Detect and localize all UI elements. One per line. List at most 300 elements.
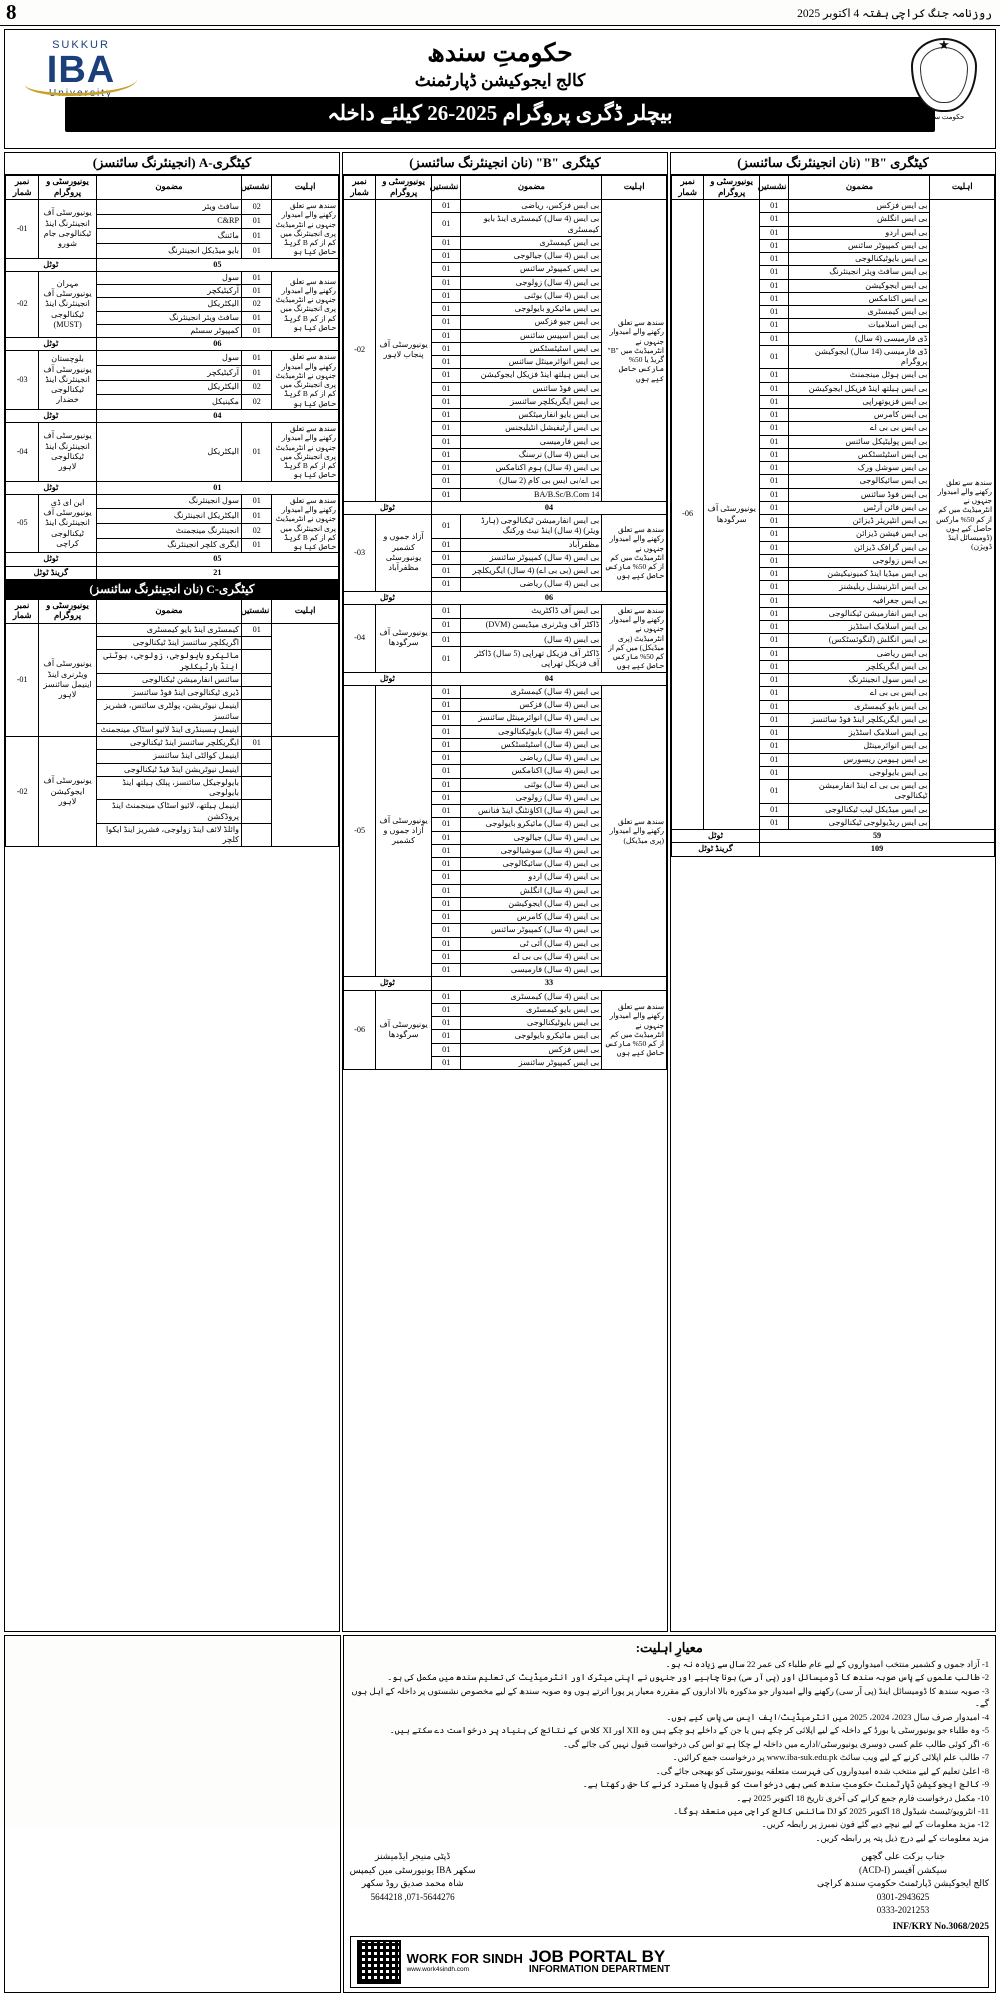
eligibility-criteria-box	[343, 1635, 996, 1993]
discipline-cell: سول	[96, 271, 241, 284]
discipline-cell: سول	[96, 351, 241, 366]
seats-cell	[242, 800, 272, 824]
discipline-cell: بی ایس (4 سال) بایوٹیکنالوجی	[461, 725, 602, 738]
seats-cell: 01	[432, 1056, 461, 1069]
seats-cell: 01	[242, 737, 272, 750]
discipline-cell: بی ایس (4 سال) کیمسٹری	[461, 685, 602, 698]
eligibility-item: 3- صوبہ سندھ کا ڈومیسائل اینڈ (پی آر سی) رکھنے والے امیدوار جو مذکورہ بالا اداروں کے مقررہ معیار پر پورا اترتے ہوں وہ صوبہ سندھ کے لیے مخصوص نشستوں پر داخلہ کے اہل ہوں گے۔	[351, 1685, 989, 1709]
seats-cell: 01	[432, 276, 461, 289]
discipline-cell: مائننگ	[96, 229, 241, 244]
eligibility-item: 5- وہ طلباء جو یونیورسٹی یا بورڈ کے داخلہ کے لیے اپلائی کر چکے ہیں یا جن کے داخلے ہو چکے ہیں وہ XII اور XI کلاس کے نتائج کی بنیاد پر درخواست دے سکتے ہیں۔	[389, 1725, 989, 1736]
seats-cell: 01	[432, 712, 461, 725]
discipline-cell: بی ایس کیمسٹری	[461, 236, 602, 249]
discipline-cell: بی ایس فوڈ سائنس	[461, 382, 602, 395]
discipline-cell: بی ایس ایگریکلچر سائنسز	[461, 395, 602, 408]
total-value: 05	[96, 258, 338, 271]
category-b-non-table	[671, 175, 995, 857]
discipline-cell: بی ایس انوائرمینٹل	[789, 740, 930, 753]
th-eligibility: اہلیت	[602, 176, 667, 200]
category-b-engineering-column	[342, 152, 668, 1632]
seats-cell: 01	[760, 753, 789, 766]
seats-cell: 01	[760, 634, 789, 647]
program-cell: آزاد جموں و کشمیر یونیورسٹی مظفرآباد	[376, 515, 432, 592]
discipline-cell: بی ایس ایجوکیشن	[789, 279, 930, 292]
discipline-cell: ڈیری ٹیکنالوجی اینڈ فوڈ سائنسز	[96, 687, 241, 700]
table-row	[343, 200, 666, 213]
th-program: یونیورسٹی و پروگرام	[39, 599, 97, 623]
seats-cell: 01	[432, 647, 461, 672]
logo-bottom-text: University	[49, 88, 113, 99]
discipline-cell: بی ایس ہیلتھ اینڈ فزیکل ایجوکیشن	[461, 369, 602, 382]
discipline-cell: بی ایس (4 سال) بی بی اے	[461, 950, 602, 963]
seats-cell: 01	[760, 687, 789, 700]
th-discipline: مضمون	[96, 176, 241, 200]
category-b-eng-title: کیٹگری "B" (نان انجینئرنگ سائنسز)	[343, 153, 667, 175]
discipline-cell: بی ایس بایوٹیکنالوجی	[461, 1017, 602, 1030]
seats-cell: 01	[760, 568, 789, 581]
eligibility-item: 7- طالب علم اپلائی کرنے کے لیے ویب سائٹ www.iba-suk.edu.pk پر درخواست جمع کرائیں۔	[672, 1752, 989, 1763]
seats-cell: 02	[242, 298, 272, 311]
seats-cell: 01	[242, 271, 272, 284]
seats-cell: 01	[242, 324, 272, 337]
signatory-left-name: جناب برکت علی گچھن	[861, 1851, 945, 1862]
discipline-cell: بی ایس اردو	[789, 226, 930, 239]
discipline-cell: بی ایس سافٹ ویئر انجینئرنگ	[789, 266, 930, 279]
seats-cell: 01	[760, 816, 789, 829]
seats-cell: 01	[760, 448, 789, 461]
seats-cell: 01	[432, 725, 461, 738]
total-value: 04	[96, 409, 338, 422]
total-label: ٹوٹل	[6, 481, 97, 494]
seats-cell: 01	[432, 1017, 461, 1030]
seats-cell: 01	[432, 329, 461, 342]
newspaper-source-text: روزنامہ جنگ کراچی ہفتہ 4 اکتوبر 2025	[797, 7, 992, 20]
seats-cell: 01	[760, 306, 789, 319]
seats-cell: 01	[760, 780, 789, 804]
seats-cell: 01	[432, 1003, 461, 1016]
seats-cell: 01	[242, 214, 272, 229]
seats-cell: 01	[242, 538, 272, 553]
seats-cell: 01	[242, 509, 272, 524]
eligibility-item: 8- اعلیٰ تعلیم کے لیے منتخب شدہ امیدواروں کی فہرست متعلقہ یونیورسٹی کو بھیجی جائے گی۔	[655, 1765, 989, 1776]
table-row	[343, 515, 666, 539]
eligibility-item: 9- کالج ایجوکیشن ڈپارٹمنٹ حکومتِ سندھ کسی بھی درخواست کو قبول یا مسترد کرنے کا حق رکھتا ہے۔	[582, 1779, 989, 1790]
discipline-cell: بی ایس (4 سال) انگلش	[461, 884, 602, 897]
total-value: 33	[432, 977, 667, 990]
seats-cell: 01	[242, 311, 272, 324]
seats-cell: 01	[432, 765, 461, 778]
number-cell: 05-	[6, 494, 39, 553]
seats-cell: 01	[432, 950, 461, 963]
seats-cell	[242, 637, 272, 650]
th-num: نمبر شمار	[6, 176, 39, 200]
number-cell: 02-	[6, 271, 39, 337]
discipline-cell: بی ایس آف ڈاکٹریٹ	[461, 604, 602, 618]
seats-cell: 01	[432, 818, 461, 831]
total-value: 05	[96, 553, 338, 566]
sukkur-iba-logo	[21, 40, 141, 99]
seats-cell: 01	[432, 752, 461, 765]
discipline-cell: سائنس انفارمیشن ٹیکنالوجی	[96, 673, 241, 686]
seats-cell: 01	[242, 351, 272, 366]
table-row	[6, 737, 339, 750]
seats-cell: 01	[760, 727, 789, 740]
discipline-cell: بی ایس (4 سال) ہوم اکنامکس	[461, 462, 602, 475]
eligibility-cell: سندھ سے تعلق رکھنے والے امیدوار جنہوں نے انٹرمیڈیٹ میں کم از کم 50% مارکس حاصل کیے ہوں (ڈومیسائل اینڈ ڈویژن)	[930, 200, 995, 830]
qr-code-icon[interactable]	[357, 1940, 401, 1984]
total-row	[671, 830, 994, 843]
seats-cell: 01	[760, 239, 789, 252]
total-label: ٹوٹل	[6, 258, 97, 271]
discipline-cell: بی ایس ہیومن ریسورس	[789, 753, 930, 766]
advertisement-masthead	[4, 29, 996, 149]
seats-cell: 01	[242, 243, 272, 258]
discipline-cell: بی ایس (4 سال) کامرس	[461, 911, 602, 924]
th-program: یونیورسٹی و پروگرام	[376, 176, 432, 200]
total-value: 04	[432, 501, 667, 514]
eligibility-item: 10- مکمل درخواست فارم جمع کرانے کی آخری تاریخ 18 اکتوبر 2025 ہے۔	[736, 1792, 989, 1803]
table-row	[671, 200, 994, 213]
total-value: 06	[96, 338, 338, 351]
seats-cell: 01	[432, 289, 461, 302]
discipline-cell: اینیمل نیوٹریشن، پولٹری سائنس، فشریز سائنسز	[96, 700, 241, 724]
seats-cell: 01	[760, 253, 789, 266]
eligibility-item: 11- انٹرویو/ٹیسٹ شیڈول 18 اکتوبر 2025 کو DJ سائنس کالج کراچی میں منعقد ہوگا۔	[673, 1805, 989, 1816]
discipline-cell: بی ایس انفارمیشن ٹیکنالوجی	[789, 607, 930, 620]
inf-reference-number: INF/KRY No.3068/2025	[892, 1921, 989, 1932]
seats-cell: 01	[432, 200, 461, 213]
discipline-cell: بی ایس (4 سال) جیالوجی	[461, 831, 602, 844]
seats-cell: 01	[242, 423, 272, 482]
seats-cell: 01	[432, 356, 461, 369]
category-b-eng-table	[343, 175, 667, 1070]
discipline-cell: بی ایس بی بی اے	[789, 687, 930, 700]
seats-cell: 01	[242, 623, 272, 636]
number-cell: 01-	[6, 623, 39, 736]
th-num: نمبر شمار	[671, 176, 703, 200]
discipline-cell: الیکٹریکل انجینئرنگ	[96, 509, 241, 524]
discipline-cell: بی اے/بی ایس بی کام (2 سال)	[461, 475, 602, 488]
discipline-cell: بی ایس (4 سال) آئی ٹی	[461, 937, 602, 950]
seats-cell: 01	[760, 594, 789, 607]
seats-cell: 01	[760, 700, 789, 713]
discipline-cell: بی ایس کیمسٹری	[789, 306, 930, 319]
logo-top-text: SUKKUR	[52, 39, 110, 51]
grand-total-value: 21	[96, 566, 338, 579]
eligibility-item: 6- اگر کوئی طالب علم کسی دوسری یونیورسٹی/ادارے میں داخلہ لے چکا ہے تو اس کی درخواست قبول نہیں کی جائے گی۔	[562, 1738, 989, 1749]
eligibility-item: 1- آزاد جموں و کشمیر منتخب امیدواروں کے لیے عام طلباء کی عمر 22 سال سے زیادہ نہ ہو۔	[665, 1659, 989, 1669]
discipline-cell: بایو میڈیکل انجینئرنگ	[96, 243, 241, 258]
discipline-cell: بی ایس بایولوجی	[789, 766, 930, 779]
signatory-right-phone: 071-5644276, 5644218	[370, 1891, 455, 1902]
discipline-cell: اینیمل ہسبنڈری اینڈ لائیو اسٹاک مینجمنٹ	[96, 723, 241, 736]
program-cell: یونیورسٹی آف ویٹرنری اینڈ اینیمل سائنسز لاہور	[39, 623, 97, 736]
seats-cell: 01	[760, 475, 789, 488]
discipline-cell: بی ایس (4 سال) فارمیسی	[461, 964, 602, 977]
discipline-cell: الیکٹریکل	[96, 380, 241, 395]
total-row	[6, 481, 339, 494]
sindh-government-crest-icon: ★ حکومت سندھ	[907, 38, 981, 124]
seats-cell: 01	[432, 831, 461, 844]
number-cell: 03-	[343, 515, 375, 592]
discipline-cell: بی ایس مائیکرو بایولوجی	[461, 1030, 602, 1043]
work-for-sindh-text: WORK FOR SINDH	[406, 1950, 523, 1966]
discipline-cell: بی ایس گرافک ڈیزائن	[789, 541, 930, 554]
eligibility-cell: سندھ سے تعلق رکھنے والے امیدوار جنہوں نے انٹرمیڈیٹ پری انجینئرنگ میں کم از کم B گریڈ حاصل کیا ہو	[272, 351, 339, 410]
seats-cell: 01	[242, 494, 272, 509]
discipline-cell: بی ایس (4 سال) مائیکرو بایولوجی	[461, 818, 602, 831]
discipline-cell: بی ایس انٹرنیشنل ریلیشنز	[789, 581, 930, 594]
seats-cell: 01	[432, 685, 461, 698]
eligibility-footer-note: مزید معلومات کے لیے درج ذیل پتہ پر رابطہ کریں۔	[815, 1832, 989, 1843]
table-row	[343, 685, 666, 698]
seats-cell: 01	[432, 462, 461, 475]
seats-cell: 02	[242, 395, 272, 410]
discipline-cell: بی ایس فزیوتھراپی	[789, 395, 930, 408]
th-seats: نشستیں	[242, 599, 272, 623]
seats-cell: 01	[242, 285, 272, 298]
th-eligibility: اہلیت	[272, 176, 339, 200]
total-value: 59	[760, 830, 995, 843]
seats-cell: 01	[760, 435, 789, 448]
seats-cell: 01	[432, 213, 461, 237]
discipline-cell: بی ایس (4 سال) ایجوکیشن	[461, 897, 602, 910]
th-program: یونیورسٹی و پروگرام	[704, 176, 760, 200]
work-for-sindh-url[interactable]: www.work4sindh.com	[406, 1965, 470, 1973]
discipline-cell: بی ایس (4 سال) کیمسٹری اینڈ بایو کیمسٹری	[461, 213, 602, 237]
government-title: حکومتِ سندھ	[427, 40, 573, 67]
total-label: ٹوٹل	[343, 977, 431, 990]
discipline-cell: بی ایس (4 سال) بوٹنی	[461, 289, 602, 302]
discipline-cell: بی ایس آرٹیفیشل انٹیلیجنس	[461, 422, 602, 435]
th-num: نمبر شمار	[343, 176, 375, 200]
discipline-cell: بی ایس ایگریکلچر	[789, 660, 930, 673]
seats-cell	[242, 776, 272, 800]
seats-cell: 01	[432, 884, 461, 897]
discipline-cell: ایگری کلچر انجینئرنگ	[96, 538, 241, 553]
total-row	[671, 843, 994, 856]
seats-cell: 01	[760, 581, 789, 594]
program-cell: این ای ڈی یونیورسٹی آف انجینئرنگ اینڈ ٹیکنالوجی کراچی	[39, 494, 97, 553]
discipline-cell: بی ایس اکنامکس	[789, 292, 930, 305]
total-label: ٹوٹل	[6, 409, 97, 422]
job-portal-line2: INFORMATION DEPARTMENT	[528, 1964, 671, 1976]
category-a-and-c-column	[4, 152, 340, 1632]
discipline-cell: بی ایس (4 سال) ریاضی	[461, 578, 602, 591]
seats-cell: 01	[760, 674, 789, 687]
discipline-cell: بی ایس کمپیوٹر سائنسز	[461, 1056, 602, 1069]
discipline-cell: الیکٹریکل	[96, 298, 241, 311]
discipline-cell: بی ایس بایو انفارمیٹکس	[461, 409, 602, 422]
discipline-cell: بی ایس (4 سال)	[461, 633, 602, 647]
eligibility-list	[350, 1658, 989, 1831]
seats-cell: 01	[432, 871, 461, 884]
seats-cell: 01	[432, 844, 461, 857]
discipline-cell: بی ایس (4 سال) جیالوجی	[461, 250, 602, 263]
seats-cell: 01	[760, 541, 789, 554]
seats-cell: 01	[242, 229, 272, 244]
discipline-cell: بی ایس فارمیسی	[461, 435, 602, 448]
discipline-cell: ڈی فارمیسی (4 سال)	[789, 332, 930, 345]
discipline-cell: بی ایس سائیکالوجی	[789, 475, 930, 488]
program-cell: یونیورسٹی آف سرگودھا	[704, 200, 760, 830]
category-c-title: کیٹگری-C (نان انجینئرنگ سائنسز)	[5, 580, 339, 599]
discipline-cell: بی ایس فزکس، ریاضی	[461, 200, 602, 213]
discipline-cell: بی ایس فوڈ سائنس	[789, 488, 930, 501]
seats-cell	[242, 823, 272, 847]
seats-cell: 01	[760, 647, 789, 660]
total-row	[343, 591, 666, 604]
discipline-cell: بی ایس ہیلتھ اینڈ فزیکل ایجوکیشن	[789, 382, 930, 395]
seats-cell: 01	[432, 538, 461, 551]
discipline-cell: اینیمل ہیلتھ، لائیو اسٹاک مینجمنٹ اینڈ پروڈکشن	[96, 800, 241, 824]
discipline-cell: بی ایس (4 سال) بوٹنی	[461, 778, 602, 791]
seats-cell: 01	[432, 565, 461, 578]
discipline-cell: بی ایس انگلش (لنگوئسٹکس)	[789, 634, 930, 647]
job-portal-banner	[350, 1936, 989, 1988]
program-cell: یونیورسٹی آف سرگودھا	[376, 990, 432, 1070]
seats-cell: 01	[760, 266, 789, 279]
seats-cell: 01	[432, 409, 461, 422]
table-row	[6, 200, 339, 215]
discipline-cell: بی ایس انفارمیشن ٹیکنالوجی (ہارڈ ویئر) (4 سال) اینڈ نیٹ ورکنگ	[461, 515, 602, 539]
discipline-cell: کیمسٹری اینڈ بایو کیمسٹری	[96, 623, 241, 636]
discipline-cell: بی ایس فزکس	[461, 1043, 602, 1056]
program-cell: یونیورسٹی آف پنجاب لاہور	[376, 200, 432, 502]
discipline-cell: C&RP	[96, 214, 241, 229]
job-portal-line1: JOB PORTAL BY	[528, 1947, 666, 1967]
seats-cell: 01	[432, 1030, 461, 1043]
table-row	[343, 990, 666, 1003]
seats-cell: 01	[760, 292, 789, 305]
job-portal-text	[529, 1948, 670, 1975]
footer-zone	[4, 1635, 996, 1993]
th-seats: نشستیں	[432, 176, 461, 200]
discipline-cell: بی ایس بی بی اے	[789, 422, 930, 435]
discipline-cell: بی ایس جیو فزکس	[461, 316, 602, 329]
seats-cell: 01	[432, 791, 461, 804]
total-value: 06	[432, 591, 667, 604]
total-label: ٹوٹل	[6, 338, 97, 351]
seats-cell: 01	[760, 422, 789, 435]
program-cell: بلوچستان یونیورسٹی آف انجینئرنگ اینڈ ٹیکنالوجی خضدار	[39, 351, 97, 410]
discipline-cell: ایگریکلچر سائنسز اینڈ ٹیکنالوجی	[96, 737, 241, 750]
total-row	[343, 672, 666, 685]
table-row	[6, 494, 339, 509]
total-row	[6, 338, 339, 351]
discipline-cell: بی ایس (4 سال) زولوجی	[461, 791, 602, 804]
seats-cell: 01	[760, 369, 789, 382]
signatory-left-phone1: 0301-2943625	[876, 1891, 930, 1902]
discipline-cell: بی ایس میڈیکل لیب ٹیکنالوجی	[789, 803, 930, 816]
seats-cell: 01	[432, 488, 461, 501]
discipline-cell: بی ایس (4 سال) کمپیوٹر سائنسز	[461, 551, 602, 564]
seats-cell: 01	[432, 937, 461, 950]
discipline-cell: بی ایس جغرافیہ	[789, 594, 930, 607]
newspaper-source-strip	[0, 0, 1000, 26]
number-cell: 02-	[6, 737, 39, 847]
discipline-cell: بی ایس انوائرمینٹل سائنس	[461, 356, 602, 369]
discipline-cell: بی ایس مائیکرو بایولوجی	[461, 303, 602, 316]
discipline-cell: ڈاکٹر آف ویٹرنری میڈیسن (DVM)	[461, 618, 602, 632]
discipline-cell: بی ایس انٹیریئر ڈیزائن	[789, 515, 930, 528]
discipline-cell: بی ایس (4 سال) فزکس	[461, 699, 602, 712]
number-cell: 04-	[6, 423, 39, 482]
signatory-left-phone2: 0333-2021253	[876, 1905, 930, 1916]
discipline-cell: بی ایس انگلش	[789, 213, 930, 226]
seats-cell: 02	[242, 380, 272, 395]
eligibility-cell: سندھ سے تعلق رکھنے والے امیدوار جنہوں نے انٹرمیڈیٹ پری انجینئرنگ میں کم از کم B گریڈ حاصل کیا ہو	[272, 423, 339, 482]
discipline-cell: بی ایس زولوجی	[789, 554, 930, 567]
th-discipline: مضمون	[96, 599, 241, 623]
signatory-right-org: سکھر IBA یونیورسٹی مین کیمپس	[349, 1864, 476, 1875]
page-number: 8	[6, 0, 17, 24]
seats-cell: 01	[432, 699, 461, 712]
seats-cell: 01	[432, 924, 461, 937]
discipline-cell: بی ایس کامرس	[789, 409, 930, 422]
signatory-left-designation: سیکشن آفیسر (ACD-I)	[858, 1864, 948, 1875]
eligibility-cell: سندھ سے تعلق رکھنے والے امیدوار جنہوں نے انٹرمیڈیٹ پری انجینئرنگ میں کم از کم B گریڈ حاصل کیا ہو	[272, 494, 339, 553]
program-cell: مہران یونیورسٹی آف انجینئرنگ اینڈ ٹیکنالوجی (MUST)	[39, 271, 97, 337]
seats-cell: 01	[760, 528, 789, 541]
total-value: 01	[96, 481, 338, 494]
program-cell: یونیورسٹی آف ایجوکیشن لاہور	[39, 737, 97, 847]
category-c-table	[5, 599, 339, 848]
discipline-cell: مکینیکل	[96, 395, 241, 410]
discipline-cell: بی ایس (4 سال) اکنامکس	[461, 765, 602, 778]
number-cell: 04-	[343, 604, 375, 672]
discipline-cell: بی ایس (4 سال) سائیکالوجی	[461, 858, 602, 871]
discipline-cell: آرکیٹیکچر	[96, 365, 241, 380]
seats-cell: 01	[760, 501, 789, 514]
eligibility-item: 2- طالب علموں کے پاس صوبہ سندھ کا ڈومیسائل اور (پی آر سی) ہونا چاہیے اور جنہوں نے اپنی میٹرک اور انٹرمیڈیٹ کی تعلیم سندھ میں مکمل کی ہو۔	[387, 1672, 989, 1683]
table-row	[6, 271, 339, 284]
discipline-cell: بی ایس (4 سال) انوائرمینٹل سائنسز	[461, 712, 602, 725]
discipline-cell: بی ایس فائن آرٹس	[789, 501, 930, 514]
discipline-cell: بی ایس (4 سال) اکاؤنٹنگ اینڈ فنانس	[461, 805, 602, 818]
seats-cell: 01	[432, 990, 461, 1003]
discipline-cell: بی ایس کمپیوٹر سائنس	[789, 239, 930, 252]
discipline-cell: سول انجینئرنگ	[96, 494, 241, 509]
category-b-nonengineering-column	[670, 152, 996, 1632]
seats-cell: 01	[432, 448, 461, 461]
seats-cell	[242, 750, 272, 763]
signatory-right-title: ڈپٹی منیجر ایڈمیشنز	[374, 1851, 451, 1862]
eligibility-cell: سندھ سے تعلق رکھنے والے امیدوار جنہوں نے انٹرمیڈیٹ پری انجینئرنگ میں کم از کم B گریڈ حاصل کیا ہو	[272, 271, 339, 337]
eligibility-item: 12- مزید معلومات کے لیے نیچے دیے گئے فون نمبرز پر رابطہ کریں۔	[761, 1819, 989, 1830]
signatory-left-office: کالج ایجوکیشن ڈپارٹمنٹ حکومتِ سندھ کراچی	[817, 1878, 989, 1889]
seats-cell	[242, 763, 272, 776]
category-b-non-title: کیٹگری "B" (نان انجینئرنگ سائنسز)	[671, 153, 995, 175]
category-a-title: کیٹگری-A (انجینئرنگ سائنسز)	[5, 153, 339, 175]
seats-cell: 01	[760, 488, 789, 501]
admission-banner: بیچلر ڈگری پروگرام 2025-26 کیلئے داخلہ	[65, 97, 935, 132]
discipline-cell: بی ایس (4 سال) ریاضی	[461, 752, 602, 765]
discipline-cell: بی ایس (بی بی اے) (4 سال) ایگریکلچر	[461, 565, 602, 578]
seats-cell: 01	[760, 345, 789, 369]
seats-cell	[242, 673, 272, 686]
th-num: نمبر شمار	[6, 599, 39, 623]
seats-cell: 01	[432, 551, 461, 564]
discipline-cell: بی ایس سوشل ورک	[789, 462, 930, 475]
seats-cell: 01	[760, 319, 789, 332]
discipline-cell: بی ایس اسٹیٹسٹکس	[461, 342, 602, 355]
table-row	[6, 423, 339, 482]
discipline-cell: بی ایس اسلامک اسٹڈیز	[789, 621, 930, 634]
th-seats: نشستیں	[242, 176, 272, 200]
seats-cell: 01	[432, 1043, 461, 1056]
total-value: 109	[760, 843, 995, 856]
